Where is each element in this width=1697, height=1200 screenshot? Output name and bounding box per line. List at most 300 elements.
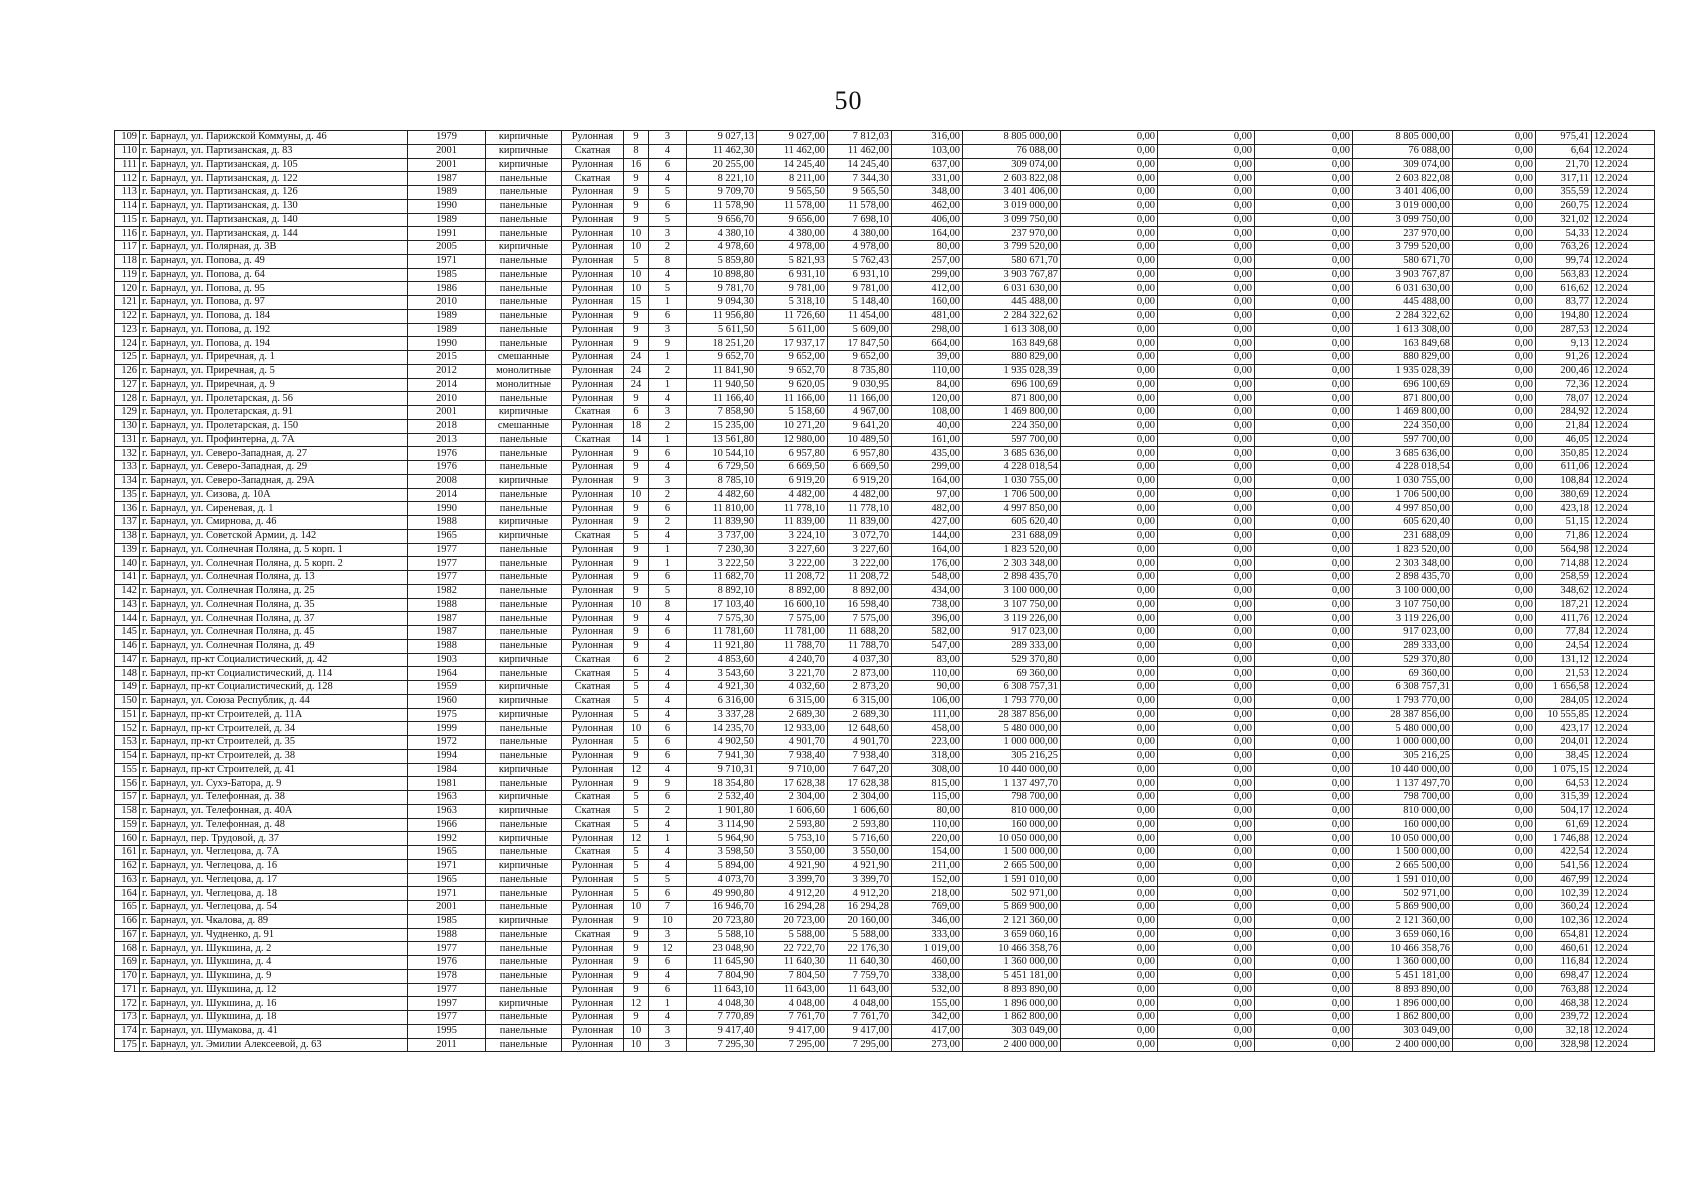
- fund-owners-cell: 1 137 497,70: [1353, 777, 1453, 791]
- table-row: [115, 474, 1655, 488]
- fund-owners-cell: 4 228 018,54: [1353, 461, 1453, 475]
- address-cell: г. Барнаул, ул. Союза Республик, д. 44: [140, 694, 408, 708]
- total-cost-cell: 1 360 000,00: [963, 956, 1061, 970]
- roof-type-cell: Скатная: [562, 791, 624, 805]
- row-number-cell: 150: [115, 694, 140, 708]
- unit-cost-cell: 714,88: [1536, 557, 1592, 571]
- residents-cell: 338,00: [892, 969, 963, 983]
- entrances-cell: 6: [649, 309, 687, 323]
- fund-municipal-cell: 0,00: [1255, 626, 1353, 640]
- area-residential-cell: 2 873,00: [828, 667, 892, 681]
- fund-other-cell: 0,00: [1453, 323, 1536, 337]
- entrances-cell: 2: [649, 804, 687, 818]
- fund-owners-cell: 1 896 000,00: [1353, 997, 1453, 1011]
- table-row: [115, 1038, 1655, 1052]
- floors-cell: 10: [624, 241, 649, 255]
- deadline-cell: 12.2024: [1592, 859, 1655, 873]
- total-cost-cell: 163 849,68: [963, 337, 1061, 351]
- fund-federal-cell: 0,00: [1061, 832, 1158, 846]
- build-year-cell: 2001: [408, 144, 486, 158]
- area-residential-cell: 3 550,00: [828, 846, 892, 860]
- roof-type-cell: Скатная: [562, 433, 624, 447]
- roof-type-cell: Рулонная: [562, 584, 624, 598]
- address-cell: г. Барнаул, ул. Телефонная, д. 40А: [140, 804, 408, 818]
- fund-owners-cell: 1 000 000,00: [1353, 736, 1453, 750]
- total-area-cell: 11 578,90: [687, 199, 757, 213]
- wall-material-cell: панельные: [486, 956, 562, 970]
- deadline-cell: 12.2024: [1592, 791, 1655, 805]
- fund-other-cell: 0,00: [1453, 296, 1536, 310]
- table-row: [115, 859, 1655, 873]
- entrances-cell: 4: [649, 268, 687, 282]
- floors-cell: 9: [624, 942, 649, 956]
- fund-regional-cell: 0,00: [1158, 942, 1255, 956]
- wall-material-cell: монолитные: [486, 364, 562, 378]
- fund-owners-cell: 3 799 520,00: [1353, 241, 1453, 255]
- table-row: [115, 584, 1655, 598]
- fund-municipal-cell: 0,00: [1255, 639, 1353, 653]
- deadline-cell: 12.2024: [1592, 131, 1655, 145]
- fund-municipal-cell: 0,00: [1255, 529, 1353, 543]
- fund-other-cell: 0,00: [1453, 598, 1536, 612]
- deadline-cell: 12.2024: [1592, 653, 1655, 667]
- fund-regional-cell: 0,00: [1158, 461, 1255, 475]
- area-premises-cell: 4 032,60: [757, 681, 828, 695]
- fund-other-cell: 0,00: [1453, 818, 1536, 832]
- roof-type-cell: Рулонная: [562, 447, 624, 461]
- deadline-cell: 12.2024: [1592, 199, 1655, 213]
- unit-cost-cell: 698,47: [1536, 969, 1592, 983]
- fund-owners-cell: 160 000,00: [1353, 818, 1453, 832]
- unit-cost-cell: 99,74: [1536, 254, 1592, 268]
- residents-cell: 80,00: [892, 804, 963, 818]
- residents-cell: 396,00: [892, 612, 963, 626]
- fund-federal-cell: 0,00: [1061, 461, 1158, 475]
- wall-material-cell: панельные: [486, 309, 562, 323]
- address-cell: г. Барнаул, ул. Чеглецова, д. 18: [140, 887, 408, 901]
- wall-material-cell: кирпичные: [486, 914, 562, 928]
- table-row: [115, 213, 1655, 227]
- floors-cell: 18: [624, 419, 649, 433]
- total-area-cell: 7 941,30: [687, 749, 757, 763]
- roof-type-cell: Рулонная: [562, 557, 624, 571]
- entrances-cell: 6: [649, 722, 687, 736]
- fund-other-cell: 0,00: [1453, 433, 1536, 447]
- area-premises-cell: 1 606,60: [757, 804, 828, 818]
- roof-type-cell: Рулонная: [562, 461, 624, 475]
- fund-regional-cell: 0,00: [1158, 571, 1255, 585]
- address-cell: г. Барнаул, ул. Смирнова, д. 46: [140, 516, 408, 530]
- deadline-cell: 12.2024: [1592, 818, 1655, 832]
- build-year-cell: 1971: [408, 859, 486, 873]
- address-cell: г. Барнаул, ул. Солнечная Поляна, д. 49: [140, 639, 408, 653]
- unit-cost-cell: 423,17: [1536, 722, 1592, 736]
- deadline-cell: 12.2024: [1592, 749, 1655, 763]
- area-residential-cell: 17 628,38: [828, 777, 892, 791]
- build-year-cell: 1965: [408, 529, 486, 543]
- entrances-cell: 1: [649, 433, 687, 447]
- total-cost-cell: 1 706 500,00: [963, 488, 1061, 502]
- area-premises-cell: 11 643,00: [757, 983, 828, 997]
- unit-cost-cell: 38,45: [1536, 749, 1592, 763]
- deadline-cell: 12.2024: [1592, 681, 1655, 695]
- build-year-cell: 1990: [408, 337, 486, 351]
- total-area-cell: 49 990,80: [687, 887, 757, 901]
- floors-cell: 10: [624, 1024, 649, 1038]
- wall-material-cell: кирпичные: [486, 708, 562, 722]
- area-residential-cell: 2 304,00: [828, 791, 892, 805]
- address-cell: г. Барнаул, ул. Попова, д. 97: [140, 296, 408, 310]
- deadline-cell: 12.2024: [1592, 488, 1655, 502]
- table-row: [115, 832, 1655, 846]
- area-residential-cell: 4 912,20: [828, 887, 892, 901]
- row-number-cell: 149: [115, 681, 140, 695]
- build-year-cell: 1963: [408, 791, 486, 805]
- wall-material-cell: кирпичные: [486, 681, 562, 695]
- entrances-cell: 12: [649, 942, 687, 956]
- deadline-cell: 12.2024: [1592, 378, 1655, 392]
- row-number-cell: 151: [115, 708, 140, 722]
- area-residential-cell: 4 978,00: [828, 241, 892, 255]
- floors-cell: 9: [624, 186, 649, 200]
- total-area-cell: 8 892,10: [687, 584, 757, 598]
- area-residential-cell: 9 030,95: [828, 378, 892, 392]
- entrances-cell: 5: [649, 186, 687, 200]
- residents-cell: 318,00: [892, 749, 963, 763]
- unit-cost-cell: 350,85: [1536, 447, 1592, 461]
- total-area-cell: 7 230,30: [687, 543, 757, 557]
- area-premises-cell: 9 565,50: [757, 186, 828, 200]
- entrances-cell: 9: [649, 777, 687, 791]
- row-number-cell: 125: [115, 351, 140, 365]
- fund-regional-cell: 0,00: [1158, 653, 1255, 667]
- wall-material-cell: панельные: [486, 213, 562, 227]
- fund-municipal-cell: 0,00: [1255, 763, 1353, 777]
- wall-material-cell: панельные: [486, 846, 562, 860]
- fund-municipal-cell: 0,00: [1255, 846, 1353, 860]
- unit-cost-cell: 204,01: [1536, 736, 1592, 750]
- entrances-cell: 5: [649, 282, 687, 296]
- roof-type-cell: Рулонная: [562, 763, 624, 777]
- roof-type-cell: Рулонная: [562, 914, 624, 928]
- unit-cost-cell: 315,39: [1536, 791, 1592, 805]
- fund-federal-cell: 0,00: [1061, 914, 1158, 928]
- fund-municipal-cell: 0,00: [1255, 241, 1353, 255]
- row-number-cell: 122: [115, 309, 140, 323]
- wall-material-cell: панельные: [486, 777, 562, 791]
- deadline-cell: 12.2024: [1592, 337, 1655, 351]
- entrances-cell: 4: [649, 172, 687, 186]
- fund-federal-cell: 0,00: [1061, 529, 1158, 543]
- fund-owners-cell: 2 121 360,00: [1353, 914, 1453, 928]
- total-area-cell: 4 073,70: [687, 873, 757, 887]
- residents-cell: 412,00: [892, 282, 963, 296]
- fund-municipal-cell: 0,00: [1255, 612, 1353, 626]
- total-cost-cell: 8 893 890,00: [963, 983, 1061, 997]
- table-row: [115, 749, 1655, 763]
- entrances-cell: 6: [649, 956, 687, 970]
- roof-type-cell: Скатная: [562, 818, 624, 832]
- area-residential-cell: 3 227,60: [828, 543, 892, 557]
- total-area-cell: 4 482,60: [687, 488, 757, 502]
- area-premises-cell: 5 318,10: [757, 296, 828, 310]
- area-residential-cell: 8 892,00: [828, 584, 892, 598]
- wall-material-cell: панельные: [486, 296, 562, 310]
- fund-owners-cell: 871 800,00: [1353, 392, 1453, 406]
- entrances-cell: 3: [649, 474, 687, 488]
- table-row: [115, 736, 1655, 750]
- fund-regional-cell: 0,00: [1158, 901, 1255, 915]
- fund-federal-cell: 0,00: [1061, 859, 1158, 873]
- residents-cell: 308,00: [892, 763, 963, 777]
- residents-cell: 273,00: [892, 1038, 963, 1052]
- build-year-cell: 2010: [408, 296, 486, 310]
- unit-cost-cell: 411,76: [1536, 612, 1592, 626]
- fund-regional-cell: 0,00: [1158, 804, 1255, 818]
- row-number-cell: 157: [115, 791, 140, 805]
- area-premises-cell: 6 919,20: [757, 474, 828, 488]
- address-cell: г. Барнаул, ул. Шукшина, д. 16: [140, 997, 408, 1011]
- area-residential-cell: 6 957,80: [828, 447, 892, 461]
- fund-other-cell: 0,00: [1453, 791, 1536, 805]
- total-cost-cell: 4 997 850,00: [963, 502, 1061, 516]
- address-cell: г. Барнаул, пер. Трудовой, д. 37: [140, 832, 408, 846]
- fund-municipal-cell: 0,00: [1255, 956, 1353, 970]
- build-year-cell: 1977: [408, 942, 486, 956]
- address-cell: г. Барнаул, ул. Попова, д. 64: [140, 268, 408, 282]
- fund-other-cell: 0,00: [1453, 158, 1536, 172]
- floors-cell: 5: [624, 681, 649, 695]
- fund-other-cell: 0,00: [1453, 254, 1536, 268]
- residents-cell: 164,00: [892, 227, 963, 241]
- fund-other-cell: 0,00: [1453, 571, 1536, 585]
- table-row: [115, 543, 1655, 557]
- roof-type-cell: Рулонная: [562, 227, 624, 241]
- address-cell: г. Барнаул, пр-кт Социалистический, д. 114: [140, 667, 408, 681]
- area-premises-cell: 2 593,80: [757, 818, 828, 832]
- floors-cell: 8: [624, 144, 649, 158]
- area-premises-cell: 8 892,00: [757, 584, 828, 598]
- total-cost-cell: 1 469 800,00: [963, 406, 1061, 420]
- row-number-cell: 123: [115, 323, 140, 337]
- unit-cost-cell: 1 075,15: [1536, 763, 1592, 777]
- entrances-cell: 3: [649, 323, 687, 337]
- floors-cell: 9: [624, 557, 649, 571]
- roof-type-cell: Рулонная: [562, 131, 624, 145]
- total-cost-cell: 2 898 435,70: [963, 571, 1061, 585]
- fund-owners-cell: 2 665 500,00: [1353, 859, 1453, 873]
- roof-type-cell: Рулонная: [562, 1024, 624, 1038]
- fund-municipal-cell: 0,00: [1255, 227, 1353, 241]
- entrances-cell: 1: [649, 832, 687, 846]
- unit-cost-cell: 116,84: [1536, 956, 1592, 970]
- address-cell: г. Барнаул, пр-кт Социалистический, д. 128: [140, 681, 408, 695]
- total-area-cell: 20 723,80: [687, 914, 757, 928]
- floors-cell: 9: [624, 749, 649, 763]
- area-premises-cell: 14 245,40: [757, 158, 828, 172]
- wall-material-cell: панельные: [486, 887, 562, 901]
- fund-municipal-cell: 0,00: [1255, 887, 1353, 901]
- fund-municipal-cell: 0,00: [1255, 323, 1353, 337]
- fund-municipal-cell: 0,00: [1255, 749, 1353, 763]
- total-cost-cell: 3 685 636,00: [963, 447, 1061, 461]
- area-residential-cell: 11 578,00: [828, 199, 892, 213]
- unit-cost-cell: 467,99: [1536, 873, 1592, 887]
- total-cost-cell: 1 591 010,00: [963, 873, 1061, 887]
- entrances-cell: 2: [649, 488, 687, 502]
- area-residential-cell: 7 295,00: [828, 1038, 892, 1052]
- build-year-cell: 1988: [408, 928, 486, 942]
- deadline-cell: 12.2024: [1592, 914, 1655, 928]
- area-residential-cell: 4 901,70: [828, 736, 892, 750]
- roof-type-cell: Рулонная: [562, 254, 624, 268]
- address-cell: г. Барнаул, ул. Партизанская, д. 140: [140, 213, 408, 227]
- entrances-cell: 1: [649, 351, 687, 365]
- row-number-cell: 110: [115, 144, 140, 158]
- deadline-cell: 12.2024: [1592, 447, 1655, 461]
- unit-cost-cell: 611,06: [1536, 461, 1592, 475]
- total-area-cell: 8 221,10: [687, 172, 757, 186]
- build-year-cell: 1977: [408, 557, 486, 571]
- area-premises-cell: 7 804,50: [757, 969, 828, 983]
- unit-cost-cell: 423,18: [1536, 502, 1592, 516]
- fund-municipal-cell: 0,00: [1255, 914, 1353, 928]
- fund-federal-cell: 0,00: [1061, 433, 1158, 447]
- fund-regional-cell: 0,00: [1158, 337, 1255, 351]
- fund-municipal-cell: 0,00: [1255, 571, 1353, 585]
- table-row: [115, 199, 1655, 213]
- deadline-cell: 12.2024: [1592, 584, 1655, 598]
- floors-cell: 9: [624, 543, 649, 557]
- total-area-cell: 11 810,00: [687, 502, 757, 516]
- roof-type-cell: Скатная: [562, 172, 624, 186]
- fund-regional-cell: 0,00: [1158, 378, 1255, 392]
- total-cost-cell: 810 000,00: [963, 804, 1061, 818]
- residents-cell: 769,00: [892, 901, 963, 915]
- fund-federal-cell: 0,00: [1061, 639, 1158, 653]
- fund-municipal-cell: 0,00: [1255, 584, 1353, 598]
- fund-municipal-cell: 0,00: [1255, 859, 1353, 873]
- fund-federal-cell: 0,00: [1061, 282, 1158, 296]
- residents-cell: 582,00: [892, 626, 963, 640]
- table-row: [115, 818, 1655, 832]
- fund-regional-cell: 0,00: [1158, 694, 1255, 708]
- fund-federal-cell: 0,00: [1061, 818, 1158, 832]
- build-year-cell: 1975: [408, 708, 486, 722]
- deadline-cell: 12.2024: [1592, 997, 1655, 1011]
- wall-material-cell: кирпичные: [486, 144, 562, 158]
- row-number-cell: 121: [115, 296, 140, 310]
- roof-type-cell: Скатная: [562, 653, 624, 667]
- unit-cost-cell: 21,53: [1536, 667, 1592, 681]
- area-residential-cell: 12 648,60: [828, 722, 892, 736]
- unit-cost-cell: 284,92: [1536, 406, 1592, 420]
- row-number-cell: 146: [115, 639, 140, 653]
- roof-type-cell: Рулонная: [562, 983, 624, 997]
- deadline-cell: 12.2024: [1592, 241, 1655, 255]
- fund-federal-cell: 0,00: [1061, 571, 1158, 585]
- fund-regional-cell: 0,00: [1158, 309, 1255, 323]
- floors-cell: 16: [624, 158, 649, 172]
- entrances-cell: 4: [649, 529, 687, 543]
- build-year-cell: 2013: [408, 433, 486, 447]
- build-year-cell: 1987: [408, 626, 486, 640]
- fund-federal-cell: 0,00: [1061, 268, 1158, 282]
- total-area-cell: 7 575,30: [687, 612, 757, 626]
- fund-other-cell: 0,00: [1453, 997, 1536, 1011]
- fund-municipal-cell: 0,00: [1255, 406, 1353, 420]
- address-cell: г. Барнаул, пр-кт Строителей, д. 41: [140, 763, 408, 777]
- fund-municipal-cell: 0,00: [1255, 172, 1353, 186]
- roof-type-cell: Рулонная: [562, 956, 624, 970]
- fund-owners-cell: 303 049,00: [1353, 1024, 1453, 1038]
- wall-material-cell: монолитные: [486, 378, 562, 392]
- build-year-cell: 1979: [408, 131, 486, 145]
- deadline-cell: 12.2024: [1592, 983, 1655, 997]
- total-area-cell: 9 781,70: [687, 282, 757, 296]
- build-year-cell: 1989: [408, 213, 486, 227]
- fund-owners-cell: 810 000,00: [1353, 804, 1453, 818]
- residents-cell: 120,00: [892, 392, 963, 406]
- area-residential-cell: 11 788,70: [828, 639, 892, 653]
- area-premises-cell: 4 482,00: [757, 488, 828, 502]
- unit-cost-cell: 24,54: [1536, 639, 1592, 653]
- total-area-cell: 2 532,40: [687, 791, 757, 805]
- deadline-cell: 12.2024: [1592, 351, 1655, 365]
- floors-cell: 9: [624, 639, 649, 653]
- area-premises-cell: 3 227,60: [757, 543, 828, 557]
- unit-cost-cell: 78,07: [1536, 392, 1592, 406]
- area-residential-cell: 4 048,00: [828, 997, 892, 1011]
- fund-other-cell: 0,00: [1453, 873, 1536, 887]
- table-row: [115, 172, 1655, 186]
- address-cell: г. Барнаул, ул. Чеглецова, д. 7А: [140, 846, 408, 860]
- fund-municipal-cell: 0,00: [1255, 282, 1353, 296]
- entrances-cell: 4: [649, 763, 687, 777]
- fund-regional-cell: 0,00: [1158, 928, 1255, 942]
- residents-cell: 532,00: [892, 983, 963, 997]
- total-cost-cell: 798 700,00: [963, 791, 1061, 805]
- total-area-cell: 7 804,90: [687, 969, 757, 983]
- entrances-cell: 1: [649, 378, 687, 392]
- total-area-cell: 3 543,60: [687, 667, 757, 681]
- unit-cost-cell: 77,84: [1536, 626, 1592, 640]
- unit-cost-cell: 71,86: [1536, 529, 1592, 543]
- area-premises-cell: 11 166,00: [757, 392, 828, 406]
- area-residential-cell: 9 781,00: [828, 282, 892, 296]
- unit-cost-cell: 83,77: [1536, 296, 1592, 310]
- area-residential-cell: 7 647,20: [828, 763, 892, 777]
- area-premises-cell: 4 380,00: [757, 227, 828, 241]
- area-premises-cell: 7 761,70: [757, 1011, 828, 1025]
- fund-municipal-cell: 0,00: [1255, 186, 1353, 200]
- floors-cell: 9: [624, 447, 649, 461]
- wall-material-cell: кирпичные: [486, 158, 562, 172]
- total-area-cell: 7 770,89: [687, 1011, 757, 1025]
- residents-cell: 333,00: [892, 928, 963, 942]
- fund-regional-cell: 0,00: [1158, 419, 1255, 433]
- total-cost-cell: 231 688,09: [963, 529, 1061, 543]
- residents-cell: 637,00: [892, 158, 963, 172]
- deadline-cell: 12.2024: [1592, 887, 1655, 901]
- fund-owners-cell: 445 488,00: [1353, 296, 1453, 310]
- deadline-cell: 12.2024: [1592, 172, 1655, 186]
- fund-federal-cell: 0,00: [1061, 1038, 1158, 1052]
- address-cell: г. Барнаул, ул. Пролетарская, д. 150: [140, 419, 408, 433]
- area-residential-cell: 11 839,00: [828, 516, 892, 530]
- deadline-cell: 12.2024: [1592, 282, 1655, 296]
- total-area-cell: 15 235,00: [687, 419, 757, 433]
